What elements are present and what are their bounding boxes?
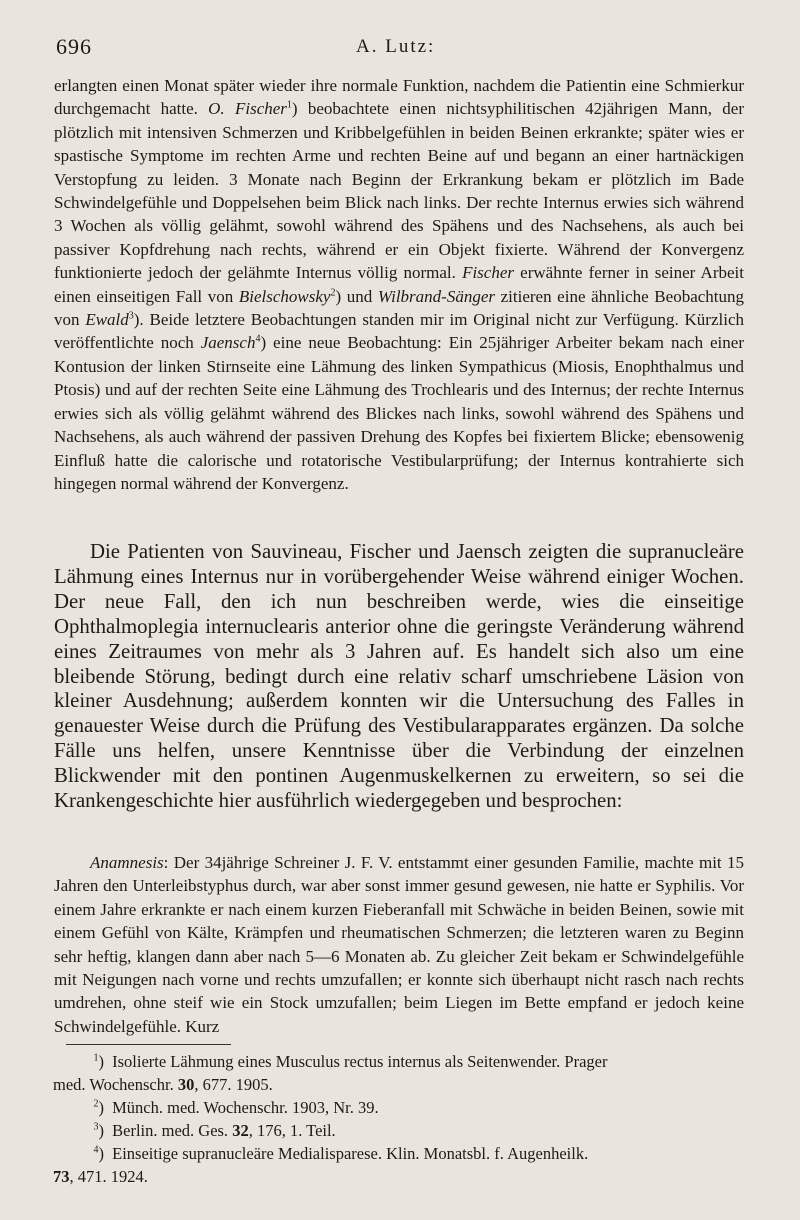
paragraph-2: Die Patienten von Sauvineau, Fischer und Jaensch zeigten die supranucleäre Lähmung eines Internus nur in vorübergehender Weise während einiger Wochen. Der neue Fall, den ich nun beschreiben werde, wies die einseitige Ophthalmoplegia internuclearis anterior ohne die geringste Veränderung während eines Zeitraumes von mehr als 3 Jahren auf. Es handelt sich also um eine bleibende Störung, bedingt durch eine relativ scharf umschriebene Läsion von kleiner Ausdehnung; außerdem konnten wir die Untersuchung des Falles in genauester Weise durch die Prüfung des Vestibularapparates ergänzen. Da solche Fälle uns helfen, unsere Kenntnisse über die Verbindung der einzelnen Blickwender mit den pontinen Augenmuskelkernen zu erweitern, so sei die Krankengeschichte hier ausführlich wiedergegeben und besprochen: bbox=[54, 540, 744, 813]
volume-number: 73 bbox=[53, 1167, 70, 1186]
text-run: ) beobachtete einen nichtsyphilitischen 42jährigen Mann, der plötzlich mit intensiven Schmerzen und Kribbelgefühlen in beiden Beinen erkrankte; später wies er spastische Symptome im rechten Arme und rechten Beine auf und begann an einer hartnäckigen Verstopfung zu leiden. 3 Monate nach Beginn der Erkrankung bekam er plötzlich im Bade Schwindelgefühle und Doppelsehen beim Blick nach links. Der rechte Internus erwies sich während 3 Wochen als völlig gelähmt, sowohl während des Spähens und des Nachsehens, als auch bei passiver Kopfdrehung nach rechts, während er ein Objekt fixierte. Während der Konvergenz funktionierte jedoch der gelähmte Internus völlig normal. bbox=[54, 99, 744, 283]
text-run: ). Beide letztere Beobachtungen standen mir im Original nicht zur Verfügung. Kürzlich veröffentlichte noch bbox=[54, 310, 744, 353]
footnote-mark: 1 bbox=[93, 1052, 99, 1064]
page-header bbox=[56, 34, 744, 64]
footnote-text: Münch. med. Wochenschr. 1903, Nr. 39. bbox=[112, 1098, 379, 1117]
author-fischer: O. Fischer bbox=[208, 99, 287, 119]
footnote-4: $^4$) Einseitige supranucleäre Medialisparese. Klin. Monatsbl. f. Augenheilk. 73, 471. 1924. bbox=[53, 1144, 589, 1186]
footnote-ref: 1 bbox=[286, 99, 292, 111]
footnote-text: Isolierte Lähmung eines Musculus rectus internus als Seitenwender. Prager bbox=[112, 1052, 608, 1071]
text-run: ) und bbox=[335, 286, 378, 306]
footnote-mark: 2 bbox=[93, 1098, 99, 1110]
footnote-mark: 4 bbox=[93, 1144, 99, 1156]
footnote-1: $^1$) Isolierte Lähmung eines Musculus rectus internus als Seitenwender. Prager med. Wochenschr. 30, 677. 1905. bbox=[53, 1052, 608, 1094]
section-label-anamnesis: Anamnesis bbox=[90, 853, 164, 872]
author-bielschowsky: Bielschowsky bbox=[238, 286, 331, 306]
text-run: : Der 34jährige Schreiner J. F. V. entstammt einer gesunden Familie, machte mit 15 Jahren den Unterleibstyphus durch, war aber sonst immer gesund gewesen, nie hatte er Syphilis. Vor einem Jahre erkrankte er nach einem kurzen Fieberanfall mit Schwäche in beiden Beinen, sowie mit einem Gefühl von Kälte, Krämpfen und rheumatischen Schmerzen; die letzteren waren zu Beginn sehr heftig, klangen dann aber nach 5—6 Monaten ab. Zu gleicher Zeit bekam er Schwindelgefühle mit Neigungen nach vorne und rechts umzufallen; er konnte sich überhaupt nicht rasch nach rechts umdrehen, ohne steif wie ein Stock umzufallen; beim Liegen im Bette empfand er jedoch keine Schwindelgefühle. Kurz bbox=[54, 853, 744, 1036]
paragraph-anamnesis bbox=[54, 851, 744, 1038]
text-run: erlangten einen Monat später wieder ihre normale Funktion, nachdem die Patientin eine Schmierkur durchgemacht hatte. bbox=[54, 76, 744, 119]
footnote-3: $^3$) Berlin. med. Ges. 32, 176, 1. Teil. bbox=[93, 1121, 336, 1140]
footnote-text: Einseitige supranucleäre Medialisparese. Klin. Monatsbl. f. Augenheilk. bbox=[112, 1144, 589, 1163]
footnote-text: , 471. 1924. bbox=[69, 1167, 148, 1186]
page-number: 696 bbox=[56, 34, 92, 59]
footnote-ref: 3 bbox=[128, 310, 134, 322]
footnote-divider bbox=[66, 1044, 231, 1045]
running-head: A. Lutz: bbox=[356, 36, 436, 57]
volume-number: 30 bbox=[177, 1075, 195, 1094]
footnote-text: med. Wochenschr. bbox=[53, 1075, 178, 1094]
volume-number: 32 bbox=[232, 1121, 249, 1140]
footnote-mark: 3 bbox=[93, 1121, 99, 1133]
footnote-text: , 677. 1905. bbox=[194, 1075, 273, 1094]
text-run: zitieren eine ähnliche Beobachtung von bbox=[54, 286, 745, 330]
text-run: ) eine neue Beobachtung: Ein 25jähriger Arbeiter bekam nach einer Kontusion der linken Stirnseite eine Lähmung des linken Sympathicus (Miosis, Enophthalmus und Ptosis) und auf der rechten Seite eine Lähmung des Trochlearis und des Internus; der rechte Internus erwies sich als völlig gelähmt während des Blickes nach links, sowohl während des Spähens und Nachsehens, als auch während der passiven Drehung des Kopfes bei fixiertem Blicke; ebensowenig Einfluß hatte die calorische und rotatorische Vestibularprüfung; der Internus kontrahierte sich hingegen normal während der Konvergenz. bbox=[54, 333, 744, 493]
footnote-text: Berlin. med. Ges. bbox=[112, 1121, 233, 1140]
footnote-ref: 4 bbox=[255, 333, 261, 345]
author-fischer: Fischer bbox=[462, 263, 514, 283]
author-ewald: Ewald bbox=[85, 310, 129, 330]
text-run: erwähnte ferner in seiner Arbeit einen einseitigen Fall von bbox=[54, 263, 744, 306]
author-jaensch: Jaensch bbox=[200, 333, 256, 353]
footnote-ref: 2 bbox=[330, 287, 336, 298]
author-wilbrand-saenger: Wilbrand-Sänger bbox=[377, 286, 495, 306]
footnote-2: $^2$) Münch. med. Wochenschr. 1903, Nr. 39. bbox=[93, 1098, 379, 1117]
footnote-text: , 176, 1. Teil. bbox=[248, 1121, 336, 1140]
paragraph-1 bbox=[54, 74, 744, 495]
